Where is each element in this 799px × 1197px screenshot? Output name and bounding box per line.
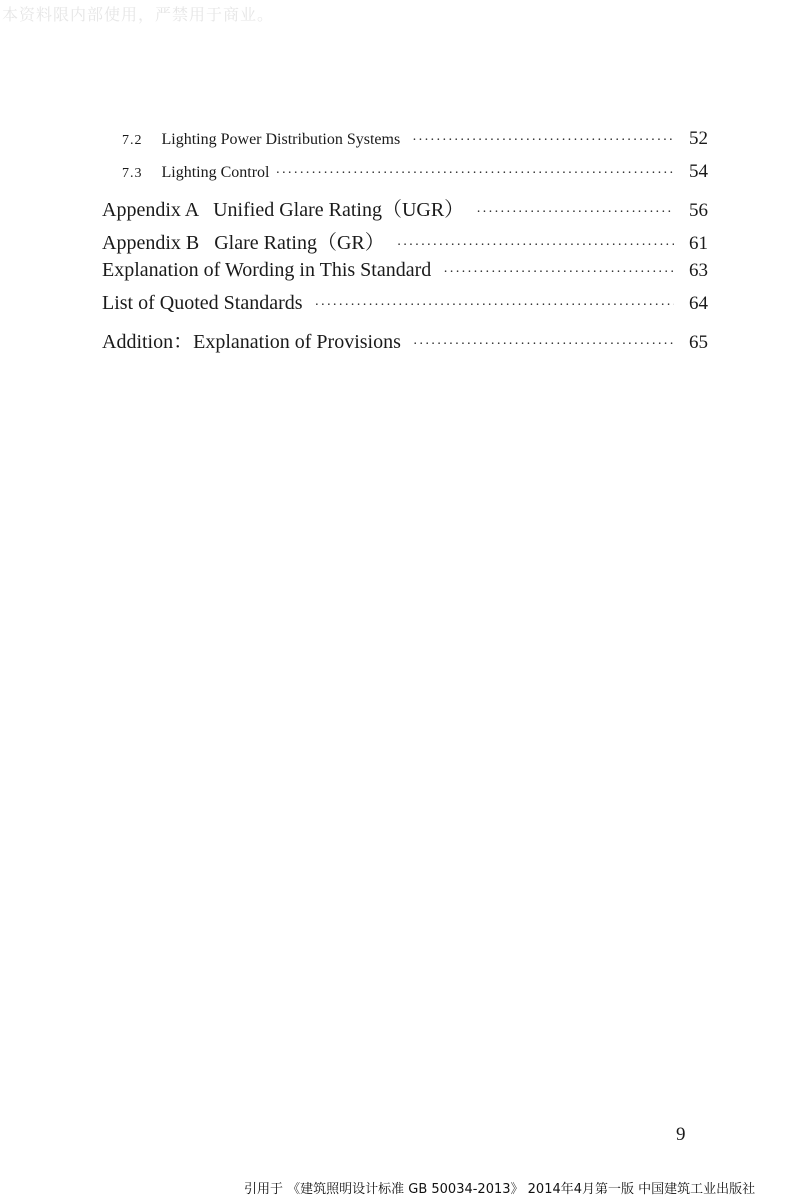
toc-page-number: 54 bbox=[689, 161, 708, 182]
toc-dot-leader bbox=[315, 298, 674, 314]
toc-entry-7-2[interactable] bbox=[122, 128, 708, 150]
toc-dot-leader bbox=[397, 238, 674, 254]
toc-page-number: 63 bbox=[689, 260, 708, 281]
toc-entry-appendix-a[interactable] bbox=[102, 193, 708, 222]
table-of-contents bbox=[0, 0, 799, 360]
toc-page-number: 56 bbox=[689, 200, 708, 221]
toc-page-number: 52 bbox=[689, 128, 708, 149]
toc-page-number: 65 bbox=[689, 332, 708, 353]
watermark-text: 本资料限内部使用，严禁用于商业。 bbox=[2, 5, 275, 24]
toc-entry-title: Appendix B Glare Rating（GR） bbox=[102, 232, 385, 254]
toc-dot-leader bbox=[443, 265, 674, 281]
toc-entry-title: List of Quoted Standards bbox=[102, 292, 303, 314]
toc-dot-leader bbox=[276, 166, 675, 182]
toc-page-number: 61 bbox=[689, 233, 708, 254]
toc-entry-addition[interactable] bbox=[102, 325, 708, 354]
toc-entry-7-3[interactable] bbox=[122, 161, 708, 183]
toc-dot-leader bbox=[413, 337, 674, 353]
toc-section-number: 7.3 bbox=[122, 166, 143, 181]
toc-dot-leader bbox=[476, 205, 674, 221]
toc-entry-explanation-of-wording[interactable] bbox=[102, 259, 708, 282]
toc-page-number: 64 bbox=[689, 293, 708, 314]
page-number: 9 bbox=[676, 1124, 686, 1145]
footer-citation: 引用于 《建筑照明设计标准 GB 50034-2013》 2014年4月第一版 中国建筑工业出版社 bbox=[244, 1182, 756, 1197]
toc-entry-title: Addition：Explanation of Provisions bbox=[102, 331, 401, 353]
toc-section-number: 7.2 bbox=[122, 133, 143, 148]
toc-entry-title: Explanation of Wording in This Standard bbox=[102, 259, 432, 281]
toc-dot-leader bbox=[412, 133, 674, 149]
toc-entry-title: Appendix A Unified Glare Rating（UGR） bbox=[102, 199, 465, 221]
toc-entry-appendix-b[interactable] bbox=[102, 226, 708, 255]
toc-entry-title: Lighting Power Distribution Systems bbox=[161, 131, 401, 148]
toc-entry-title: Lighting Control bbox=[161, 164, 270, 181]
toc-entry-list-of-quoted-standards[interactable] bbox=[102, 292, 708, 315]
